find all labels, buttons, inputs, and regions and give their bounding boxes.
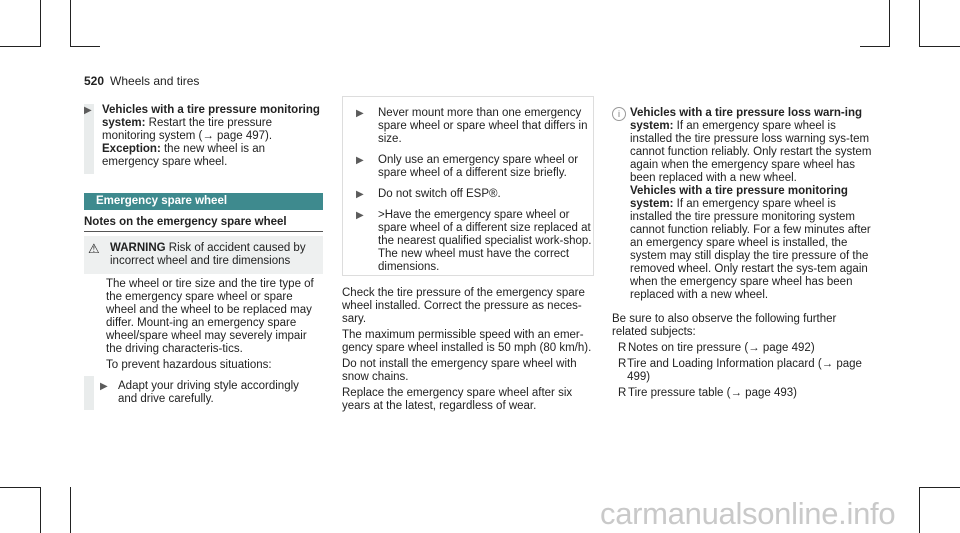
paragraph: Do not install the emergency spare wheel with snow chains. (342, 358, 577, 383)
exception-label: Exception: (102, 143, 161, 155)
action-item (342, 107, 592, 146)
crop-mark (0, 46, 41, 47)
action-arrow-icon: ▶ (356, 108, 364, 119)
list-item-text: Notes on tire pressure ( (628, 342, 749, 354)
ref-arrow-icon: → (730, 387, 742, 399)
info-icon: i (612, 107, 626, 121)
crop-mark (919, 0, 920, 46)
page-number: 520 (84, 74, 105, 88)
list-item (612, 387, 874, 400)
action-arrow-icon: ▶ (356, 210, 364, 221)
warning-icon: ⚠ (88, 241, 100, 256)
crop-mark (919, 46, 960, 47)
action-text: Never mount more than one emergency spare wheel or spare wheel that differs in size. (378, 107, 588, 145)
action-text: >Have the emergency spare wheel or spare wheel of a different size replaced at the nearest qualified specialist work-shop. The new wheel must have the correct dimensions. (378, 209, 592, 273)
page-ref-link[interactable]: page 499) (627, 358, 862, 383)
crop-mark (889, 0, 890, 46)
crop-mark (70, 487, 71, 533)
warning-text: Risk of accident caused by incorrect wheel and tire dimensions (110, 242, 306, 267)
page-ref-link[interactable]: page 493) (741, 387, 797, 399)
bullet-icon: R (618, 387, 627, 399)
paragraph: Check the tire pressure of the emergency spare wheel installed. Correct the pressure as neces-sary. (342, 287, 585, 325)
ref-arrow-icon: → (821, 358, 834, 370)
crop-mark (70, 0, 71, 46)
note-text: If an emergency spare wheel is installed the tire pressure monitoring system cannot function reliably. For a few minutes after an emergency spare wheel is installed, the system may still display the tire pressure of the removed wheel. Only restart the sys-tem again when the emergency spare wheel has been replaced with a new wheel. (630, 198, 871, 301)
ref-arrow-icon: → (748, 342, 760, 354)
note-heading: Vehicles with a tire pressure monitoring system: (630, 185, 848, 210)
action-item (342, 209, 592, 274)
paragraph: Be sure to also observe the following further related subjects: (612, 313, 837, 338)
page-ref-link[interactable]: page 497). (213, 130, 273, 142)
list-item (612, 342, 874, 355)
page-title: Wheels and tires (110, 74, 200, 88)
bullet-icon: R (618, 342, 627, 354)
action-item (100, 380, 320, 406)
instruction-bar (84, 376, 94, 410)
list-item-text: Tire and Loading Information placard ( (627, 358, 822, 370)
crop-mark (40, 0, 41, 46)
action-arrow-icon: ▶ (100, 381, 108, 392)
exception-text: the new wheel is an emergency spare wheel. (102, 143, 265, 168)
action-arrow-icon: ▶ (356, 155, 364, 166)
action-item (342, 154, 592, 180)
warning-label: WARNING (110, 242, 166, 254)
section-title: Emergency spare wheel (84, 193, 323, 210)
ref-arrow-icon: → (202, 130, 214, 142)
watermark: carmanualsonline.info (600, 496, 896, 531)
warning-content (88, 242, 318, 268)
instruction-item (84, 104, 324, 169)
action-arrow-icon: ▶ (356, 189, 364, 200)
crop-mark (860, 46, 890, 47)
list-item-text: Tire pressure table ( (628, 387, 731, 399)
paragraph: To prevent hazardous situations: (106, 359, 272, 371)
page-header (84, 74, 199, 88)
bullet-icon: R (618, 358, 627, 370)
item-heading: Vehicles with a tire pressure monitoring system: (102, 104, 320, 129)
crop-mark (919, 487, 960, 488)
paragraph: The wheel or tire size and the tire type of the emergency spare wheel or spare wheel and the wheel to be replaced may differ. Mount-ing an emergency spare wheel/spare wheel may severely impair the driving characteris-tics. (106, 278, 314, 355)
paragraph: Replace the emergency spare wheel after six years at the latest, regardless of wear. (342, 387, 573, 412)
related-subjects (612, 313, 874, 400)
action-text: Do not switch off ESP®. (378, 188, 501, 200)
action-text: Adapt your driving style accordingly and drive carefully. (118, 380, 299, 405)
crop-mark (919, 487, 920, 533)
note-text: If an emergency spare wheel is installed the tire pressure loss warning sys-tem cannot function reliably. Only restart the system again when the emergency spare wheel has been replaced with a new wheel. (630, 120, 872, 184)
crop-mark (40, 487, 41, 533)
body-text (106, 278, 324, 372)
action-item (342, 188, 592, 201)
page-ref-link[interactable]: page 492) (759, 342, 815, 354)
crop-mark (70, 46, 100, 47)
list-item (612, 358, 874, 384)
action-list (342, 107, 592, 274)
crop-mark (0, 487, 41, 488)
action-text: Only use an emergency spare wheel or spare wheel of a different size briefly. (378, 154, 579, 179)
subsection-title: Notes on the emergency spare wheel (84, 216, 323, 232)
action-arrow-icon: ▶ (84, 105, 92, 116)
body-text (342, 287, 594, 413)
paragraph: The maximum permissible speed with an emer-gency spare wheel installed is 50 mph (80 km/h). (342, 329, 592, 354)
item-text: Restart the tire pressure monitoring system ( (102, 117, 273, 142)
note-heading: Vehicles with a tire pressure loss warn-ing system: (630, 107, 862, 132)
info-note (612, 107, 874, 302)
